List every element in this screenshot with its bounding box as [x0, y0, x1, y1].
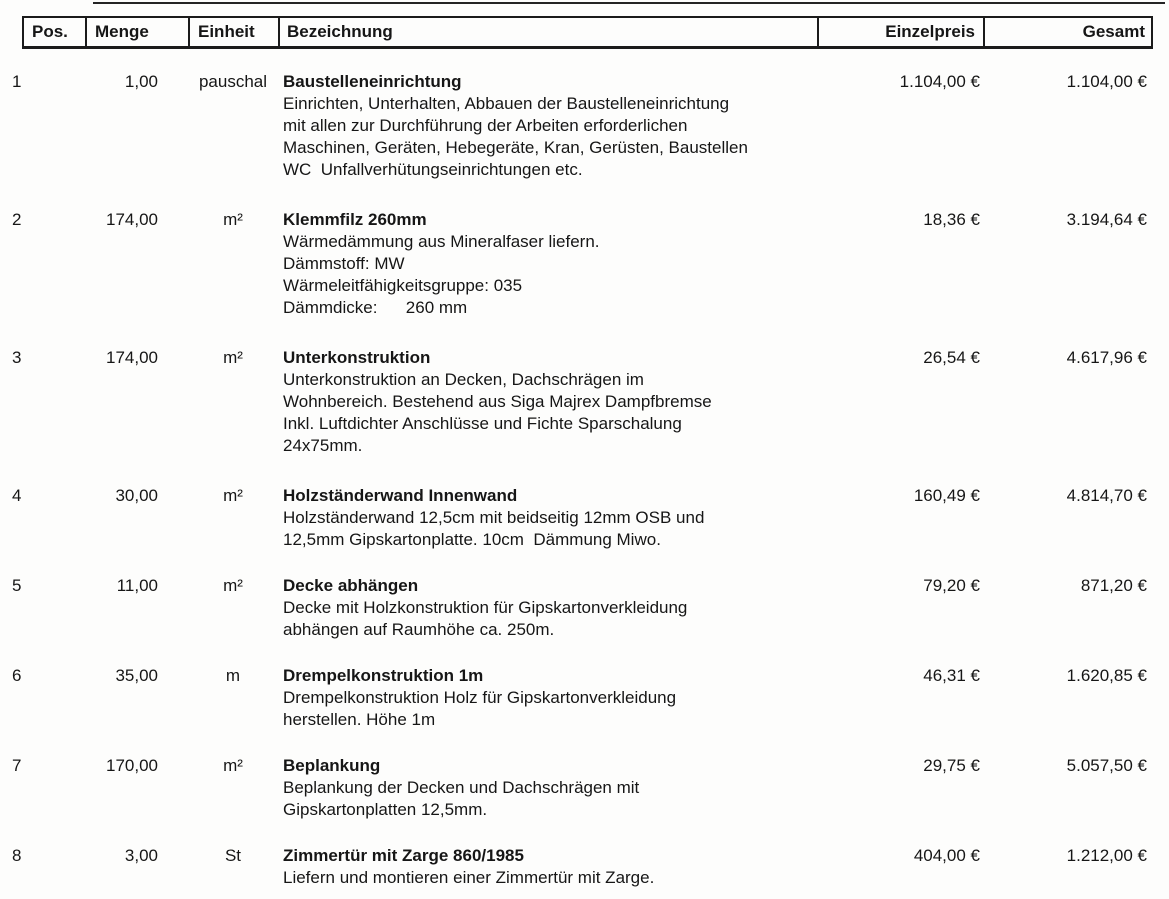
item-description: [283, 231, 817, 319]
item-pos: 4: [12, 486, 22, 505]
item-quantity: 174,00: [106, 348, 158, 367]
item-total-price: 4.814,70 €: [1066, 486, 1147, 505]
item-quantity: 3,00: [124, 846, 158, 865]
item-pos: 2: [12, 210, 22, 229]
item-title: Holzständerwand Innenwand: [283, 486, 518, 505]
item-unit-price: 26,54 €: [923, 348, 980, 367]
item-pos: 7: [12, 756, 22, 775]
item-description-line: Decke mit Holzkonstruktion für Gipskartonverkleidung: [283, 598, 688, 617]
item-description-block: [278, 71, 817, 181]
item-title: Baustelleneinrichtung: [283, 72, 462, 91]
item-description-line: Drempelkonstruktion Holz für Gipskartonverkleidung: [283, 688, 677, 707]
item-unit-price: 1.104,00 €: [899, 72, 980, 91]
item-quantity: 30,00: [115, 486, 158, 505]
item-title: Klemmfilz 260mm: [283, 210, 427, 229]
item-unit: m²: [223, 210, 243, 229]
item-pos: 3: [12, 348, 22, 367]
item-description-block: [278, 347, 817, 457]
item-description-line: 24x75mm.: [283, 436, 363, 455]
item-unit: m²: [223, 486, 243, 505]
item-quantity: 170,00: [106, 756, 158, 775]
item-description-block: [278, 575, 817, 641]
item-unit: m²: [223, 576, 243, 595]
table-row: [0, 755, 1169, 821]
item-description-line: Dämmstoff: MW: [283, 254, 405, 273]
item-total-price: 1.212,00 €: [1066, 846, 1147, 865]
item-description-line: abhängen auf Raumhöhe ca. 250m.: [283, 620, 555, 639]
item-description-line: WC Unfallverhütungseinrichtungen etc.: [283, 160, 583, 179]
item-quantity: 1,00: [124, 72, 158, 91]
item-description: [283, 777, 817, 821]
item-quantity: 11,00: [116, 576, 158, 595]
item-total-price: 5.057,50 €: [1066, 756, 1147, 775]
col-header-einzelpreis: Einzelpreis: [819, 18, 985, 46]
item-description-line: Unterkonstruktion an Decken, Dachschrägen im: [283, 370, 644, 389]
item-description-line: Wärmedämmung aus Mineralfaser liefern.: [283, 232, 600, 251]
table-row: [0, 209, 1169, 319]
item-description-line: herstellen. Höhe 1m: [283, 710, 436, 729]
item-total-price: 1.104,00 €: [1066, 72, 1147, 91]
col-header-bezeichnung: Bezeichnung: [280, 18, 819, 46]
item-description-line: Wärmeleitfähigkeitsgruppe: 035: [283, 276, 523, 295]
col-header-gesamt: Gesamt: [1082, 22, 1145, 41]
item-description-block: [278, 845, 817, 889]
item-description-line: Einrichten, Unterhalten, Abbauen der Baustelleneinrichtung: [283, 94, 730, 113]
item-description-line: Holzständerwand 12,5cm mit beidseitig 12mm OSB und: [283, 508, 705, 527]
item-description-line: Dämmdicke: 260 mm: [283, 298, 468, 317]
item-description-line: Inkl. Luftdichter Anschlüsse und Fichte Sparschalung: [283, 414, 682, 433]
item-description: [283, 867, 817, 889]
item-title: Beplankung: [283, 756, 381, 775]
table-row: [0, 71, 1169, 181]
item-pos: 8: [12, 846, 22, 865]
item-description-line: mit allen zur Durchführung der Arbeiten erforderlichen: [283, 116, 688, 135]
item-total-price: 1.620,85 €: [1066, 666, 1147, 685]
table-row: [0, 845, 1169, 889]
item-description: [283, 93, 817, 181]
page-top-rule: [93, 2, 1165, 4]
item-quantity: 35,00: [115, 666, 158, 685]
item-unit-price: 46,31 €: [923, 666, 980, 685]
item-description-block: [278, 755, 817, 821]
item-description-block: [278, 485, 817, 551]
item-pos: 1: [12, 72, 22, 91]
item-title: Zimmertür mit Zarge 860/1985: [283, 846, 524, 865]
item-unit-price: 79,20 €: [923, 576, 980, 595]
item-unit-price: 29,75 €: [923, 756, 980, 775]
item-total-price: 3.194,64 €: [1066, 210, 1147, 229]
item-unit: m: [225, 666, 241, 685]
item-unit: m²: [223, 348, 243, 367]
table-row: [0, 575, 1169, 641]
item-description-block: [278, 665, 817, 731]
table-body: [0, 71, 1169, 899]
item-description-line: Gipskartonplatten 12,5mm.: [283, 800, 488, 819]
item-title: Decke abhängen: [283, 576, 419, 595]
item-pos: 5: [12, 576, 22, 595]
item-description: [283, 597, 817, 641]
item-description: [283, 369, 817, 457]
item-description: [283, 687, 817, 731]
item-title: Unterkonstruktion: [283, 348, 431, 367]
item-quantity: 174,00: [106, 210, 158, 229]
table-row: [0, 485, 1169, 551]
table-row: [0, 347, 1169, 457]
item-description-line: Maschinen, Geräten, Hebegeräte, Kran, Gerüsten, Baustellen: [283, 138, 748, 157]
item-unit: pauschal: [198, 72, 268, 91]
item-total-price: 871,20 €: [1080, 576, 1147, 595]
item-pos: 6: [12, 666, 22, 685]
item-description-line: Beplankung der Decken und Dachschrägen mit: [283, 778, 640, 797]
item-title: Drempelkonstruktion 1m: [283, 666, 484, 685]
item-description-line: Wohnbereich. Bestehend aus Siga Majrex Dampfbremse: [283, 392, 712, 411]
item-description-line: 12,5mm Gipskartonplatte. 10cm Dämmung Miwo.: [283, 530, 661, 549]
item-unit-price: 404,00 €: [913, 846, 980, 865]
table-row: [0, 665, 1169, 731]
item-unit-price: 18,36 €: [923, 210, 980, 229]
col-header-menge: Menge: [87, 18, 190, 46]
item-description: [283, 507, 817, 551]
item-unit: m²: [223, 756, 243, 775]
table-header-row: [22, 16, 1153, 49]
item-unit: St: [224, 846, 242, 865]
col-header-pos: Pos.: [24, 18, 87, 46]
col-header-einheit: Einheit: [190, 18, 280, 46]
item-total-price: 4.617,96 €: [1066, 348, 1147, 367]
item-description-line: Liefern und montieren einer Zimmertür mit Zarge.: [283, 868, 655, 887]
item-description-block: [278, 209, 817, 319]
item-unit-price: 160,49 €: [913, 486, 980, 505]
